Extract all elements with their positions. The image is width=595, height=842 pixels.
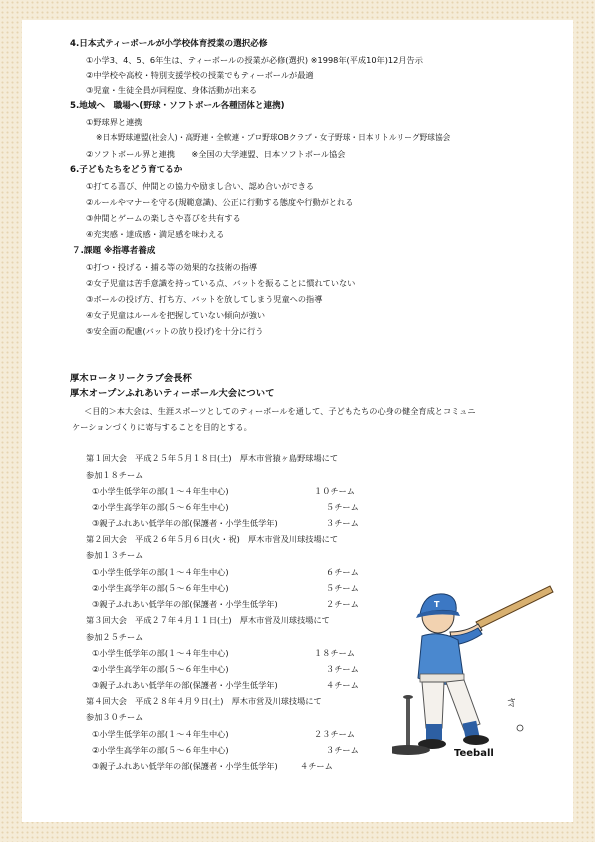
section-6-item-1: ①打てる喜び、仲間との協力や励まし合い、認め合いができる [86,181,315,191]
tournament-purpose-line-1: ＜目的＞本大会は、生涯スポーツとしてのティーボールを通して、子どもたちの心身の健全育成とコミュニ [84,406,476,416]
event-4-heading: 第４回大会 平成２８年４月９日(土) 厚木市営及川球技場にて [86,696,322,706]
teeball-batter-illustration [392,578,567,760]
event-1-division-1: ①小学生低学年の部(１～４年生中心) [92,486,229,496]
event-4-division-1: ①小学生低学年の部(１～４年生中心) [92,729,229,739]
section-6-item-4: ④充実感・達成感・満足感を味わえる [86,229,225,239]
event-3-teams: 参加２５チーム [86,632,144,642]
section-6-item-2: ②ルールやマナーを守る(規範意識)、公正に行動する態度や行動がとれる [86,197,354,207]
event-2-teams: 参加１３チーム [86,550,144,560]
event-2-division-2: ②小学生高学年の部(５～６年生中心) [92,583,229,593]
section-5-item-1: ①野球界と連携 [86,117,143,127]
event-1-division-2: ②小学生高学年の部(５～６年生中心) [92,502,229,512]
event-3-division-2: ②小学生高学年の部(５～６年生中心) [92,664,229,674]
section-7-title: ７.課題 ※指導者養成 [72,246,156,256]
tournament-cup-title: 厚木ロータリークラブ会長杯 [70,373,193,384]
section-5-title: 5.地域へ 職場へ(野球・ソフトボール各種団体と連携) [70,101,285,111]
section-6-item-3: ③仲間とゲームの楽しさや喜びを共有する [86,213,241,223]
event-1-division-2-count: ５チーム [326,502,359,512]
event-1-division-3: ③親子ふれあい低学年の部(保護者・小学生低学年) [92,518,278,528]
cap-letter: T [434,600,440,609]
event-1-teams: 参加１８チーム [86,470,144,480]
event-4-teams: 参加３０チーム [86,712,144,722]
section-4-item-3: ③児童・生徒全員が同程度、身体活動が出来る [86,85,258,95]
section-6-title: 6.子どもたちをどう育てるか [70,165,183,175]
event-2-division-1-count: ６チーム [326,567,359,577]
svg-text:ﾔﾏ: ﾔﾏ [505,698,515,708]
event-3-division-1-count: １８チーム [314,648,355,658]
event-1-heading: 第１回大会 平成２５年５月１８日(土) 厚木市営猿ヶ島野球場にて [86,453,339,463]
event-1-division-1-count: １０チーム [314,486,355,496]
event-1-division-3-count: ３チーム [326,518,359,528]
section-4-item-2: ②中学校や高校・特別支援学校の授業でもティーボールが最適 [86,70,314,80]
event-2-division-1: ①小学生低学年の部(１～４年生中心) [92,567,229,577]
section-7-item-3: ③ボールの投げ方、打ち方、バットを放してしまう児童への指導 [86,294,323,304]
tournament-purpose-line-2: ケーションづくりに寄与することを目的とする。 [72,422,252,432]
event-3-division-3-count: ４チーム [326,680,359,690]
event-2-heading: 第２回大会 平成２６年５月６日(火・祝) 厚木市営及川球技場にて [86,534,339,544]
event-4-division-2: ②小学生高学年の部(５～６年生中心) [92,745,229,755]
illustration-caption: Teeball [454,748,494,759]
event-2-division-2-count: ５チーム [326,583,359,593]
section-7-item-2: ②女子児童は苦手意識を持っている点、バットを振ることに慣れていない [86,278,356,288]
event-2-division-3: ③親子ふれあい低学年の部(保護者・小学生低学年) [92,599,278,609]
tournament-title: 厚木オープンふれあいティーボール大会について [70,388,275,399]
section-7-item-1: ①打つ・投げる・捕る等の効果的な技術の指導 [86,262,258,272]
event-3-division-1: ①小学生低学年の部(１～４年生中心) [92,648,229,658]
event-3-heading: 第３回大会 平成２７年４月１１日(土) 厚木市営及川球技場にて [86,615,330,625]
event-3-division-3: ③親子ふれあい低学年の部(保護者・小学生低学年) [92,680,278,690]
section-7-item-5: ⑤安全面の配慮(バットの放り投げ)を十分に行う [86,326,264,336]
event-4-division-1-count: ２３チーム [314,729,355,739]
event-4-division-3: ③親子ふれあい低学年の部(保護者・小学生低学年) [92,761,278,771]
event-3-division-2-count: ３チーム [326,664,359,674]
section-5-item-1-note: ※日本野球連盟(社会人)・高野連・全軟連・プロ野球OBクラブ・女子野球・日本リトルリーグ野球協会 [96,133,451,142]
section-4-title: 4.日本式ティーボールが小学校体育授業の選択必修 [70,39,268,49]
event-2-division-3-count: ２チーム [326,599,359,609]
event-4-division-3-count: ４チーム [300,761,333,771]
section-7-item-4: ④女子児童はルールを把握していない傾向が強い [86,310,266,320]
section-5-item-2: ②ソフトボール界と連携 ※全国の大学連盟、日本ソフトボール協会 [86,149,346,159]
section-4-item-1: ①小学3、4、5、6年生は、ティーボールの授業が必修(選択) ※1998年(平成10年)12月告示 [86,55,423,65]
event-4-division-2-count: ３チーム [326,745,359,755]
